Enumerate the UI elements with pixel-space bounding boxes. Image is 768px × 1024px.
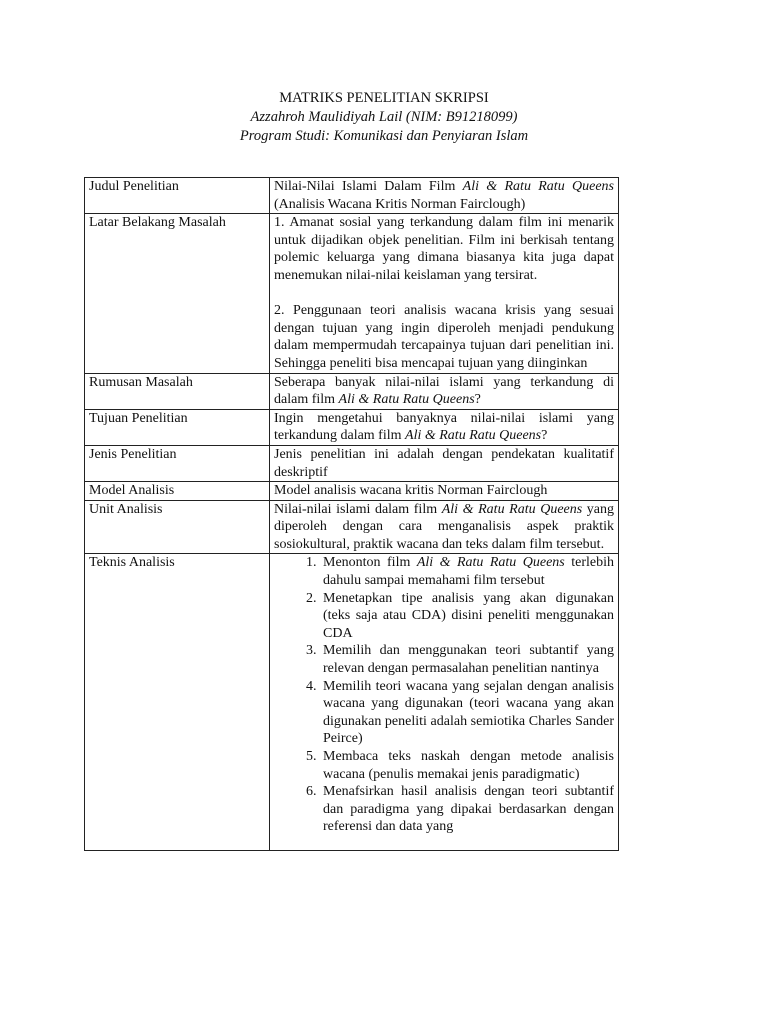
row-value [270, 178, 619, 214]
row-label: Rumusan Masalah [85, 373, 270, 409]
paragraph: 2. Penggunaan teori analisis wacana krisis yang sesuai dengan tujuan yang ingin diperoleh menjadi pendukung dalam mempermudah tercapainya tujuan dari penelitian ini. Sehingga peneliti bisa mencapai tujuan yang diinginkan [274, 303, 614, 371]
steps-container [274, 554, 614, 850]
value-text: ? [541, 428, 548, 444]
value-text: (Analisis Wacana Kritis Norman Fairclough) [274, 196, 526, 212]
step-text: Menetapkan tipe analisis yang akan digunakan (teks saja atau CDA) disini peneliti menggunakan CDA [323, 590, 614, 641]
list-item [320, 748, 614, 783]
step-text: Memilih teori wacana yang sejalan dengan analisis wacana yang digunakan (teori wacana yang akan digunakan peneliti adalah semiotika Charles Sander Peirce) [323, 678, 614, 747]
value-text: yang diperoleh dengan cara menganalisis aspek praktik sosiokultural, praktik wacana dan teks dalam film tersebut. [274, 501, 615, 552]
table-row [85, 554, 619, 851]
film-title: Ali & Ratu Ratu Queens [462, 179, 614, 194]
value-text: Nilai-nilai islami dalam film [274, 501, 442, 517]
row-label: Jenis Penelitian [85, 445, 270, 481]
program-line: Program Studi: Komunikasi dan Penyiaran Islam [239, 128, 529, 144]
film-title: Ali & Ratu Ratu Queens [338, 392, 475, 408]
author-line: Azzahroh Maulidiyah Lail (NIM: B91218099) [250, 109, 518, 125]
table-row [85, 445, 619, 481]
analysis-steps-list [274, 554, 614, 836]
table-row [85, 409, 619, 445]
step-text: Membaca teks naskah dengan metode analisis wacana (penulis memakai jenis paradigmatic) [323, 749, 614, 782]
row-label: Judul Penelitian [85, 178, 270, 214]
row-label: Latar Belakang Masalah [85, 214, 270, 373]
step-text: Memilih dan menggunakan teori subtantif yang relevan dengan permasalahan penelitian nantinya [323, 643, 614, 677]
film-title: Ali & Ratu Ratu Queens [416, 555, 565, 571]
row-value [270, 500, 619, 554]
value-text: Ingin mengetahui banyaknya nilai-nilai islami yang terkandung dalam film [274, 410, 614, 444]
research-matrix-table [84, 177, 619, 851]
document-header [0, 89, 768, 146]
row-value [270, 554, 619, 851]
row-value [270, 214, 619, 373]
document-title: MATRIKS PENELITIAN SKRIPSI [279, 90, 489, 106]
row-value [270, 409, 619, 445]
row-value [270, 373, 619, 409]
value-text: ? [474, 392, 481, 408]
film-title: Ali & Ratu Ratu Queens [405, 428, 542, 444]
row-value: Jenis penelitian ini adalah dengan pendekatan kualitatif deskriptif [270, 445, 619, 481]
value-text: Nilai-Nilai Islami Dalam Film [274, 179, 463, 194]
value-text: Seberapa banyak nilai-nilai islami yang terkandung di dalam film [274, 374, 614, 408]
step-text: Menafsirkan hasil analisis dengan teori subtantif dan paradigma yang dipakai berdasarkan dengan referensi dan data yang [323, 784, 614, 835]
table-row [85, 482, 619, 501]
row-label: Unit Analisis [85, 500, 270, 554]
table-row [85, 500, 619, 554]
step-text: terlebih dahulu sampai memahami film tersebut [323, 555, 614, 589]
film-title: Ali & Ratu Ratu Queens [441, 501, 583, 517]
table-row [85, 178, 619, 214]
row-label: Model Analisis [85, 482, 270, 501]
row-label: Teknis Analisis [85, 554, 270, 851]
list-item [320, 642, 614, 677]
table-row [85, 373, 619, 409]
row-label: Tujuan Penelitian [85, 409, 270, 445]
step-text: Menonton film [323, 555, 417, 571]
list-item [320, 678, 614, 748]
row-value: Model analisis wacana kritis Norman Fairclough [270, 482, 619, 501]
list-item [320, 783, 614, 836]
table-row [85, 214, 619, 373]
list-item [320, 554, 614, 589]
paragraph: 1. Amanat sosial yang terkandung dalam film ini menarik untuk dijadikan objek penelitian. Film ini berkisah tentang polemic keluarga yang dimana biasanya kita juga dapat menemukan nilai-nilai keislaman yang tersirat. [274, 215, 614, 283]
list-item [320, 590, 614, 643]
